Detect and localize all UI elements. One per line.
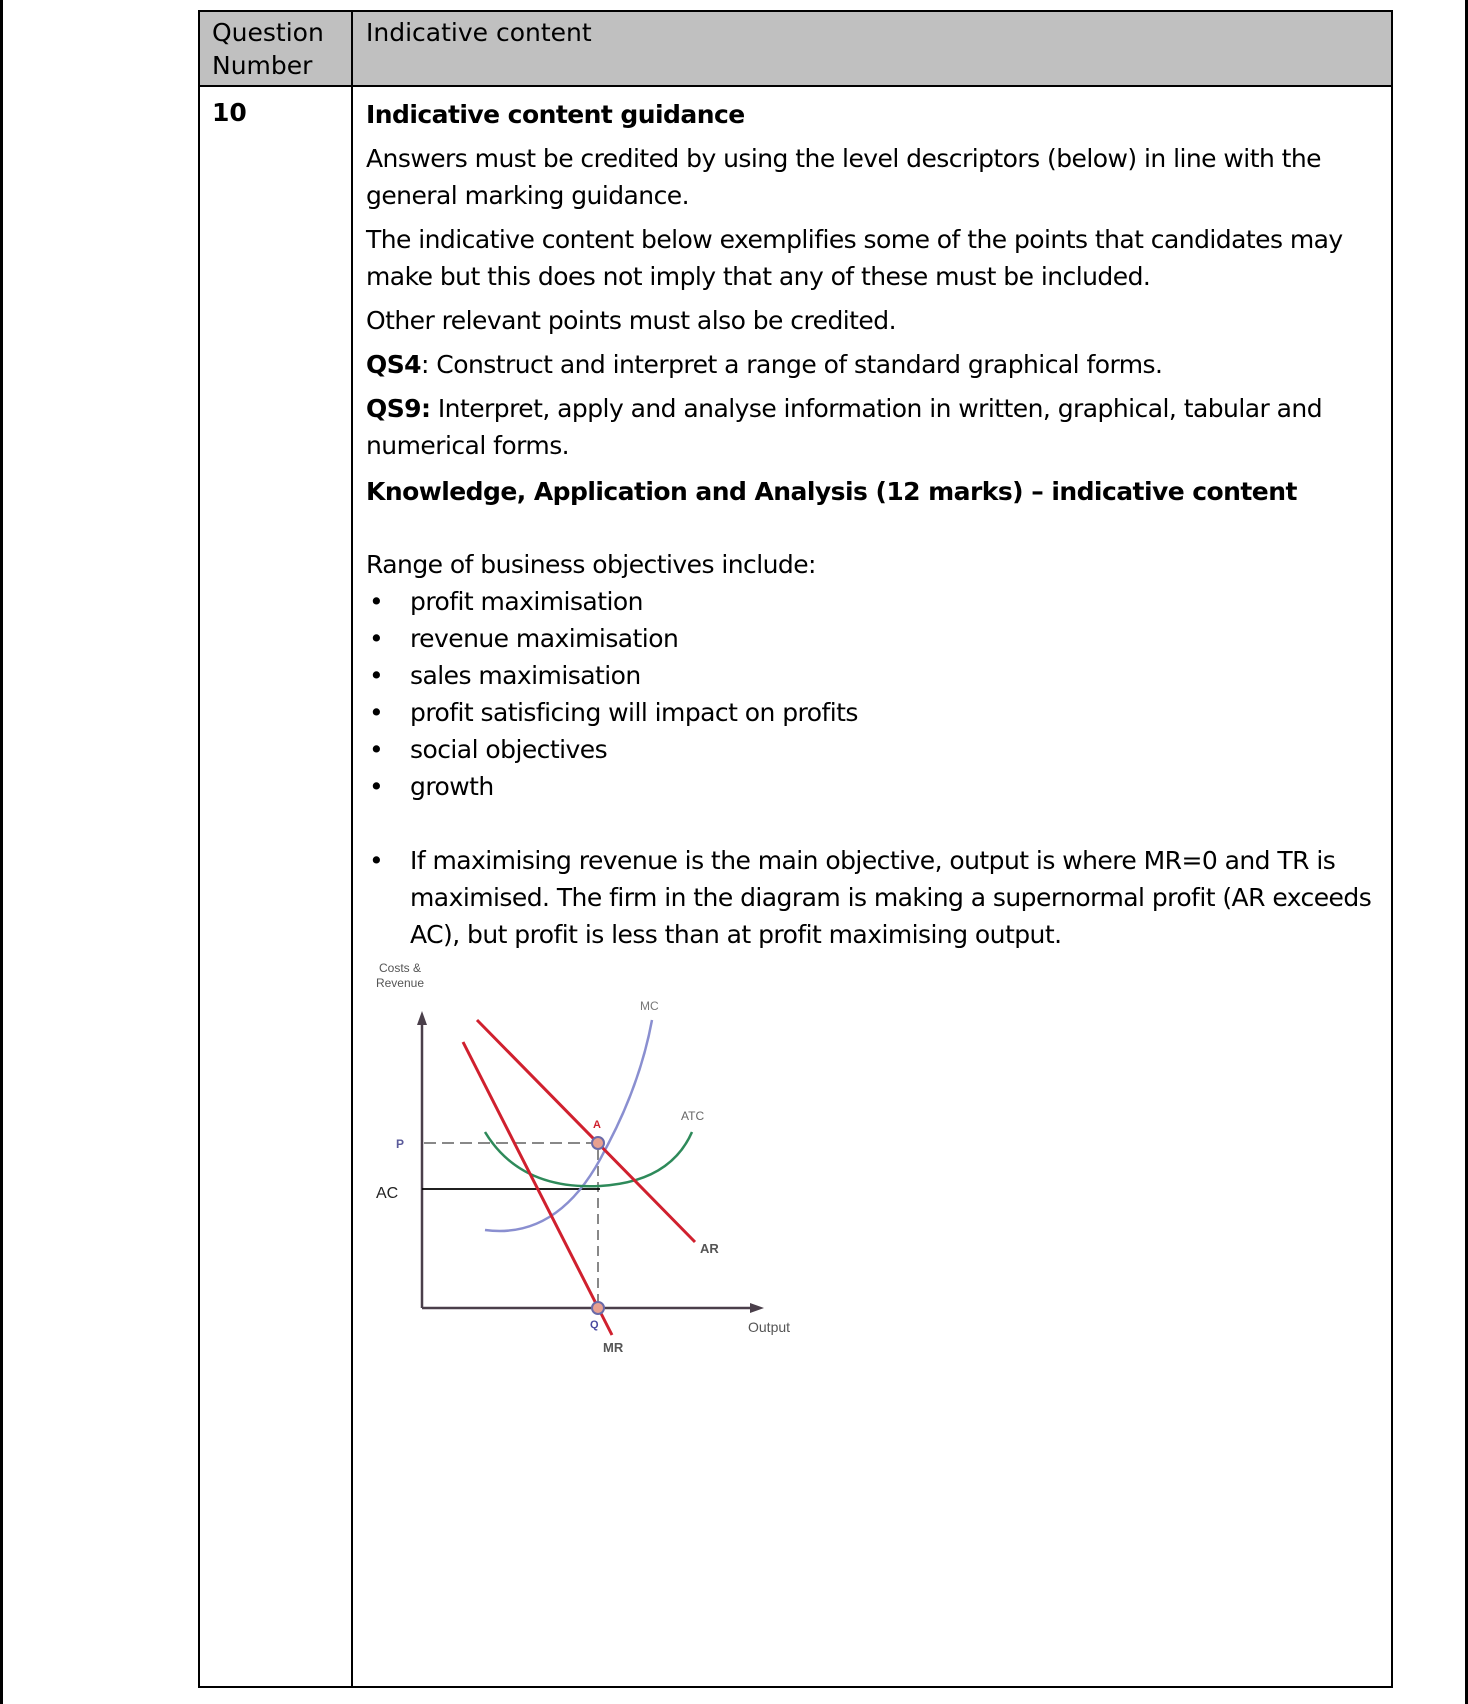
indicative-content-cell bbox=[366, 96, 1381, 953]
point-a-label: A bbox=[593, 1119, 601, 1131]
objectives-list bbox=[366, 583, 1381, 805]
y-axis-label-line1: Costs & bbox=[378, 961, 422, 975]
bullet-icon: • bbox=[369, 624, 384, 653]
objective-text: growth bbox=[410, 772, 494, 801]
skill-text-qs9: Interpret, apply and analyse information in written, graphical, tabular and numerical forms. bbox=[366, 394, 1323, 460]
x-axis-label: Output bbox=[748, 1319, 791, 1335]
point-text: If maximising revenue is the main objective, output is where MR=0 and TR is maximised. The firm in the diagram is making a supernormal profit (AR exceeds AC), but profit is less than at profit maximising output. bbox=[410, 846, 1372, 949]
section-heading-kaa: Knowledge, Application and Analysis (12 marks) – indicative content bbox=[366, 477, 1297, 506]
ar-label: AR bbox=[700, 1241, 719, 1256]
list-item bbox=[366, 657, 1381, 694]
atc-label: ATC bbox=[681, 1109, 705, 1123]
price-axis-label: P bbox=[396, 1137, 405, 1151]
point-a-marker bbox=[592, 1137, 604, 1149]
objective-text: revenue maximisation bbox=[410, 624, 679, 653]
guidance-heading: Indicative content guidance bbox=[366, 100, 745, 129]
mark-scheme-table bbox=[198, 10, 1393, 1688]
objective-text: sales maximisation bbox=[410, 661, 641, 690]
header-question-number: Question Number bbox=[212, 18, 324, 80]
page-frame-left-border bbox=[0, 0, 3, 1704]
skill-text-qs4: Construct and interpret a range of standard graphical forms. bbox=[428, 350, 1163, 379]
question-number: 10 bbox=[212, 98, 247, 127]
list-item bbox=[366, 694, 1381, 731]
objectives-intro: Range of business objectives include: bbox=[366, 550, 816, 579]
bullet-icon: • bbox=[369, 661, 384, 690]
guidance-paragraph-2: The indicative content below exemplifies some of the points that candidates may make but this does not imply that any of these must be included. bbox=[366, 225, 1343, 291]
revenue-maximisation-diagram bbox=[370, 950, 830, 1370]
analysis-points-list bbox=[366, 842, 1381, 953]
point-q-marker bbox=[592, 1302, 604, 1314]
bullet-icon: • bbox=[369, 772, 384, 801]
x-axis-arrow-icon bbox=[750, 1303, 764, 1313]
bullet-icon: • bbox=[369, 698, 384, 727]
table-header-row bbox=[200, 12, 1391, 87]
bullet-icon: • bbox=[369, 735, 384, 764]
objective-text: profit maximisation bbox=[410, 587, 643, 616]
skill-qs9 bbox=[366, 390, 1381, 464]
skill-separator-qs4: : bbox=[421, 350, 429, 379]
skill-code-qs4: QS4 bbox=[366, 350, 422, 379]
bullet-icon: • bbox=[369, 587, 384, 616]
point-q-label: Q bbox=[590, 1319, 599, 1331]
header-indicative-content: Indicative content bbox=[366, 18, 592, 47]
list-item bbox=[366, 620, 1381, 657]
y-axis-arrow-icon bbox=[417, 1011, 427, 1025]
mc-label: MC bbox=[640, 999, 659, 1013]
y-axis-label-line2: Revenue bbox=[375, 976, 425, 990]
column-divider bbox=[351, 12, 353, 1686]
list-item bbox=[366, 768, 1381, 805]
skill-code-qs9: QS9: bbox=[366, 394, 431, 423]
skill-qs4 bbox=[366, 346, 1381, 383]
bullet-icon: • bbox=[369, 846, 384, 875]
list-item bbox=[366, 731, 1381, 768]
list-item bbox=[366, 842, 1381, 953]
mr-label: MR bbox=[603, 1340, 624, 1355]
objective-text: social objectives bbox=[410, 735, 608, 764]
list-item bbox=[366, 583, 1381, 620]
guidance-paragraph-1: Answers must be credited by using the level descriptors (below) in line with the general marking guidance. bbox=[366, 144, 1322, 210]
objective-text: profit satisficing will impact on profits bbox=[410, 698, 858, 727]
guidance-paragraph-3: Other relevant points must also be credited. bbox=[366, 306, 896, 335]
ac-axis-label: AC bbox=[376, 1185, 399, 1202]
